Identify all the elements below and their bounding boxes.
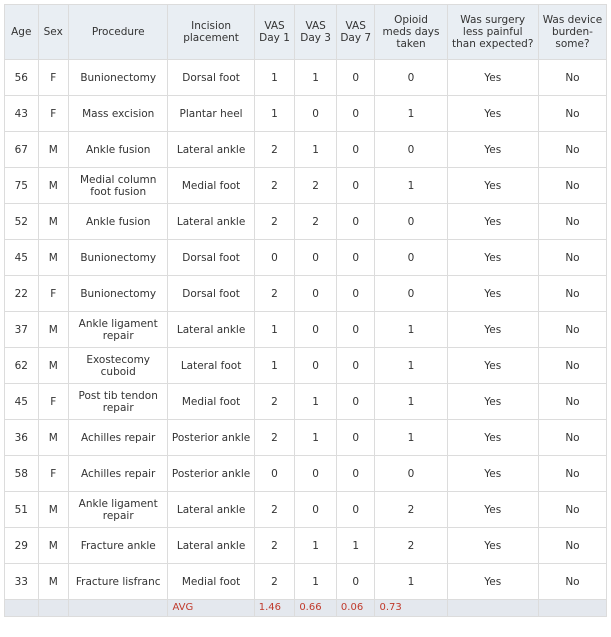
table-row [5, 528, 607, 564]
table-cell: M [38, 492, 68, 528]
table-row [5, 276, 607, 312]
table-cell: M [38, 348, 68, 384]
table-cell: Posterior ankle [168, 456, 254, 492]
table-row [5, 240, 607, 276]
table-cell: Medial column foot fusion [68, 168, 167, 204]
table-cell: M [38, 204, 68, 240]
table-cell: 58 [5, 456, 39, 492]
table-cell: F [38, 276, 68, 312]
table-cell: 0 [295, 348, 337, 384]
table-cell: 1 [295, 60, 337, 96]
table-cell: 0 [295, 456, 337, 492]
footer-empty-cell [538, 600, 606, 617]
table-cell: Lateral ankle [168, 132, 254, 168]
table-cell: No [538, 204, 606, 240]
table-cell: 0 [336, 204, 375, 240]
table-cell: No [538, 456, 606, 492]
average-value: 1.46 [254, 600, 295, 617]
table-cell: 2 [254, 564, 295, 600]
table-cell: Yes [447, 60, 538, 96]
table-cell: Lateral ankle [168, 492, 254, 528]
footer-empty-cell [447, 600, 538, 617]
table-cell: Ankle ligament repair [68, 312, 167, 348]
table-cell: 1 [375, 384, 447, 420]
table-cell: 1 [295, 528, 337, 564]
table-row [5, 384, 607, 420]
table-row [5, 492, 607, 528]
table-row [5, 96, 607, 132]
table-cell: 1 [254, 348, 295, 384]
table-cell: No [538, 240, 606, 276]
table-cell: No [538, 60, 606, 96]
table-cell: 0 [375, 132, 447, 168]
table-cell: Ankle ligament repair [68, 492, 167, 528]
patient-outcomes-table [4, 4, 607, 617]
table-cell: 0 [375, 276, 447, 312]
table-cell: 45 [5, 240, 39, 276]
table-cell: 0 [336, 348, 375, 384]
table-footer [5, 600, 607, 617]
table-cell: 1 [295, 132, 337, 168]
average-value: 0.66 [295, 600, 337, 617]
table-cell: M [38, 420, 68, 456]
table-cell: Yes [447, 276, 538, 312]
table-cell: Yes [447, 420, 538, 456]
table-cell: 0 [336, 240, 375, 276]
table-cell: 56 [5, 60, 39, 96]
table-cell: Fracture ankle [68, 528, 167, 564]
table-cell: Achilles repair [68, 420, 167, 456]
average-label: AVG [168, 600, 254, 617]
table-cell: F [38, 384, 68, 420]
column-header: Sex [38, 5, 68, 60]
table-cell: 2 [375, 492, 447, 528]
table-cell: No [538, 276, 606, 312]
table-row [5, 132, 607, 168]
table-cell: 0 [336, 132, 375, 168]
footer-empty-cell [38, 600, 68, 617]
table-cell: Yes [447, 348, 538, 384]
table-cell: 1 [375, 96, 447, 132]
table-cell: No [538, 312, 606, 348]
table-cell: 1 [254, 96, 295, 132]
table-cell: 52 [5, 204, 39, 240]
table-cell: 1 [295, 384, 337, 420]
table-cell: Achilles repair [68, 456, 167, 492]
table-cell: Yes [447, 312, 538, 348]
table-cell: 2 [295, 168, 337, 204]
table-cell: 37 [5, 312, 39, 348]
table-cell: 0 [295, 312, 337, 348]
table-cell: M [38, 132, 68, 168]
table-cell: 2 [295, 204, 337, 240]
table-header [5, 5, 607, 60]
table-cell: Dorsal foot [168, 240, 254, 276]
table-cell: Yes [447, 168, 538, 204]
table-cell: 1 [254, 60, 295, 96]
table-cell: 33 [5, 564, 39, 600]
table-cell: 0 [336, 456, 375, 492]
table-cell: 2 [254, 528, 295, 564]
table-row [5, 420, 607, 456]
column-header: VAS Day 3 [295, 5, 337, 60]
average-row [5, 600, 607, 617]
table-cell: 0 [295, 96, 337, 132]
header-row [5, 5, 607, 60]
table-container [4, 4, 607, 617]
table-cell: 0 [375, 60, 447, 96]
table-cell: Lateral ankle [168, 204, 254, 240]
table-cell: M [38, 528, 68, 564]
table-cell: Fracture lisfranc [68, 564, 167, 600]
table-cell: 29 [5, 528, 39, 564]
table-cell: 2 [254, 168, 295, 204]
table-cell: No [538, 168, 606, 204]
table-cell: M [38, 312, 68, 348]
table-cell: Medial foot [168, 168, 254, 204]
table-cell: 2 [254, 420, 295, 456]
table-cell: 0 [336, 564, 375, 600]
table-cell: 2 [254, 204, 295, 240]
table-cell: 36 [5, 420, 39, 456]
table-cell: 2 [254, 492, 295, 528]
table-cell: No [538, 492, 606, 528]
column-header: VAS Day 1 [254, 5, 295, 60]
footer-empty-cell [5, 600, 39, 617]
table-cell: 1 [254, 312, 295, 348]
table-cell: Yes [447, 240, 538, 276]
table-cell: Yes [447, 456, 538, 492]
table-cell: 1 [375, 348, 447, 384]
table-cell: 43 [5, 96, 39, 132]
table-body [5, 60, 607, 600]
table-row [5, 312, 607, 348]
table-cell: Post tib tendon repair [68, 384, 167, 420]
table-cell: 1 [375, 168, 447, 204]
table-cell: 0 [295, 276, 337, 312]
table-cell: F [38, 456, 68, 492]
average-value: 0.06 [336, 600, 375, 617]
table-cell: 75 [5, 168, 39, 204]
table-cell: 0 [336, 96, 375, 132]
table-cell: 1 [375, 312, 447, 348]
table-cell: 0 [375, 240, 447, 276]
table-cell: Bunionectomy [68, 240, 167, 276]
table-cell: Yes [447, 204, 538, 240]
table-cell: Lateral ankle [168, 312, 254, 348]
table-cell: Medial foot [168, 564, 254, 600]
table-row [5, 456, 607, 492]
table-cell: Plantar heel [168, 96, 254, 132]
table-cell: 1 [295, 564, 337, 600]
table-cell: Bunionectomy [68, 60, 167, 96]
table-cell: 67 [5, 132, 39, 168]
table-cell: 0 [336, 492, 375, 528]
table-cell: 1 [336, 528, 375, 564]
table-cell: 0 [295, 240, 337, 276]
table-cell: F [38, 96, 68, 132]
column-header: Procedure [68, 5, 167, 60]
table-cell: 22 [5, 276, 39, 312]
table-row [5, 204, 607, 240]
table-cell: M [38, 168, 68, 204]
table-row [5, 348, 607, 384]
table-cell: 0 [336, 60, 375, 96]
table-cell: Dorsal foot [168, 276, 254, 312]
average-value: 0.73 [375, 600, 447, 617]
table-cell: No [538, 528, 606, 564]
column-header: Was device burden-some? [538, 5, 606, 60]
table-cell: 2 [375, 528, 447, 564]
table-cell: Yes [447, 384, 538, 420]
table-cell: 45 [5, 384, 39, 420]
table-cell: 2 [254, 132, 295, 168]
table-row [5, 564, 607, 600]
table-cell: 51 [5, 492, 39, 528]
table-cell: 0 [336, 384, 375, 420]
table-cell: Lateral foot [168, 348, 254, 384]
table-row [5, 60, 607, 96]
table-cell: Yes [447, 96, 538, 132]
table-cell: M [38, 240, 68, 276]
table-cell: 2 [254, 384, 295, 420]
table-cell: No [538, 348, 606, 384]
table-cell: Dorsal foot [168, 60, 254, 96]
table-cell: Yes [447, 564, 538, 600]
table-cell: 0 [336, 420, 375, 456]
column-header: Opioid meds days taken [375, 5, 447, 60]
table-cell: 62 [5, 348, 39, 384]
table-cell: 0 [375, 204, 447, 240]
table-cell: Exostecomy cuboid [68, 348, 167, 384]
table-cell: No [538, 96, 606, 132]
table-cell: 0 [336, 276, 375, 312]
table-cell: No [538, 132, 606, 168]
table-cell: Yes [447, 528, 538, 564]
table-cell: Ankle fusion [68, 132, 167, 168]
table-cell: Bunionectomy [68, 276, 167, 312]
table-row [5, 168, 607, 204]
table-cell: No [538, 420, 606, 456]
column-header: Was surgery less painful than expected? [447, 5, 538, 60]
table-cell: Yes [447, 132, 538, 168]
table-cell: 0 [254, 240, 295, 276]
table-cell: 1 [375, 564, 447, 600]
footer-empty-cell [68, 600, 167, 617]
table-cell: 0 [375, 456, 447, 492]
table-cell: Posterior ankle [168, 420, 254, 456]
table-cell: 0 [295, 492, 337, 528]
table-cell: No [538, 564, 606, 600]
table-cell: Ankle fusion [68, 204, 167, 240]
table-cell: Mass excision [68, 96, 167, 132]
table-cell: No [538, 384, 606, 420]
column-header: VAS Day 7 [336, 5, 375, 60]
table-cell: Medial foot [168, 384, 254, 420]
column-header: Age [5, 5, 39, 60]
table-cell: 0 [336, 312, 375, 348]
table-cell: M [38, 564, 68, 600]
table-cell: 1 [295, 420, 337, 456]
table-cell: Yes [447, 492, 538, 528]
table-cell: 0 [336, 168, 375, 204]
table-cell: 2 [254, 276, 295, 312]
table-cell: 1 [375, 420, 447, 456]
table-cell: Lateral ankle [168, 528, 254, 564]
column-header: Incision placement [168, 5, 254, 60]
table-cell: F [38, 60, 68, 96]
table-cell: 0 [254, 456, 295, 492]
